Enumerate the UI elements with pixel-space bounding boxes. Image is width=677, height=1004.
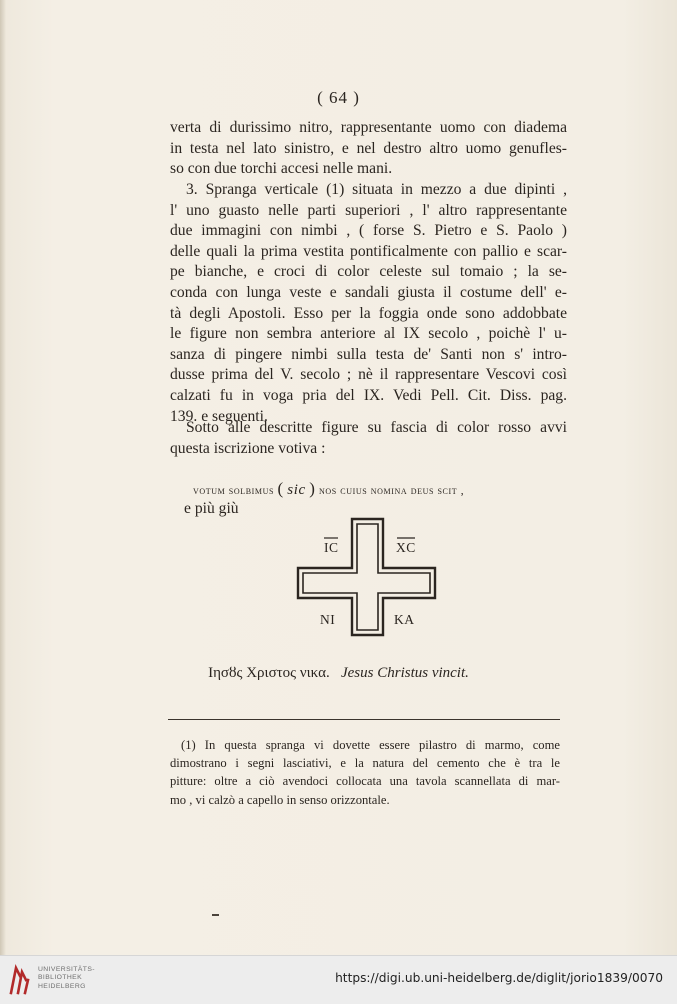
university-library-logo-text: UNIVERSITÄTS- BIBLIOTHEK HEIDELBERG: [38, 966, 95, 990]
caption-greek: Ιησȣς Χριστος νικα.: [208, 665, 330, 681]
cross-label-ni: NI: [320, 612, 336, 627]
text-line: sanza di pingere nimbi sulla testa de' Santi non s' intro-: [170, 345, 567, 363]
footnote-line: dimostrano i segni lasciativi, e la natura del cemento che è tra le: [170, 756, 560, 771]
footnote-line: (1) In questa spranga vi dovette essere pilastro di marmo, come: [181, 738, 560, 752]
page-number: ( 64 ): [317, 88, 360, 107]
text-line: due immagini con nimbi , ( forse S. Pietro e S. Paolo ): [170, 222, 567, 240]
text-line: Sotto alle descritte figure su fascia di color rosso avvi: [186, 419, 567, 436]
cross-label-xc: XC: [396, 540, 416, 555]
text-line: 3. Spranga verticale (1) situata in mezzo a due dipinti ,: [186, 181, 567, 198]
viewer-footer-bar: [0, 955, 677, 1004]
paragraph-3: [170, 418, 567, 459]
permalink-url[interactable]: https://digi.ub.uni-heidelberg.de/diglit/jorio1839/0070: [335, 971, 663, 985]
footnote: [170, 736, 560, 809]
cross-illustration: [290, 512, 450, 642]
text-line: delle quali la prima vestita pontificalmente con pallio e scar-: [170, 242, 567, 260]
text-line: pe bianche, e croci di color celeste sul tomaio ; la se-: [170, 263, 567, 281]
inscription-part: nos cuius nomina deus scit ,: [319, 485, 465, 497]
inscription-sic: sic: [287, 482, 306, 498]
text-line: verta di durissimo nitro, rappresentante uomo con diadema: [170, 119, 567, 136]
text-line: tà degli Apostoli. Esso per la foggia onde sono addobbate: [170, 304, 567, 322]
footnote-rule: [168, 719, 560, 720]
cross-label-ka: KA: [394, 612, 415, 627]
text-line: conda con lunga veste e sandali giusta il costume dell' e-: [170, 283, 567, 301]
text-line: dusse prima del V. secolo ; nè il rappresentare Vescovi così: [170, 366, 567, 384]
below-text: e più giù: [184, 500, 239, 517]
text-line: 139. e seguenti.: [170, 407, 268, 425]
footnote-line: pitture: oltre a ciò avendoci collocata una tavola scannellata di mar-: [170, 774, 560, 789]
text-line: calzati fu in voga pria del IX. Vedi Pell. Cit. Diss. pag.: [170, 386, 567, 404]
paragraph-1: [170, 118, 567, 180]
paragraph-2: [170, 180, 567, 427]
text-line: le figure non sembra anteriore al IX secolo , poichè l' u-: [170, 325, 567, 343]
text-line: so con due torchi accesi nelle mani.: [170, 160, 393, 178]
caption-latin: Jesus Christus vincit.: [340, 665, 469, 681]
university-library-logo-icon[interactable]: [8, 964, 32, 996]
text-line: in testa nel lato sinistro, e nel destro altro uomo genufles-: [170, 139, 567, 157]
votive-inscription: votum solbimus ( sic ) nos cuius nomina deus scit ,: [193, 479, 465, 498]
cross-label-ic: IC: [324, 540, 339, 555]
footnote-line: mo , vi calzò a capello in senso orizzontale.: [170, 792, 390, 807]
inscription-part: votum solbimus: [193, 485, 275, 497]
text-line: questa iscrizione votiva :: [170, 439, 326, 457]
cross-caption: [0, 665, 677, 682]
text-line: l' uno guasto nelle parti superiori , l' altro rappresentante: [170, 201, 567, 219]
printer-mark: [212, 914, 219, 916]
page-spine-shadow: [0, 0, 6, 955]
